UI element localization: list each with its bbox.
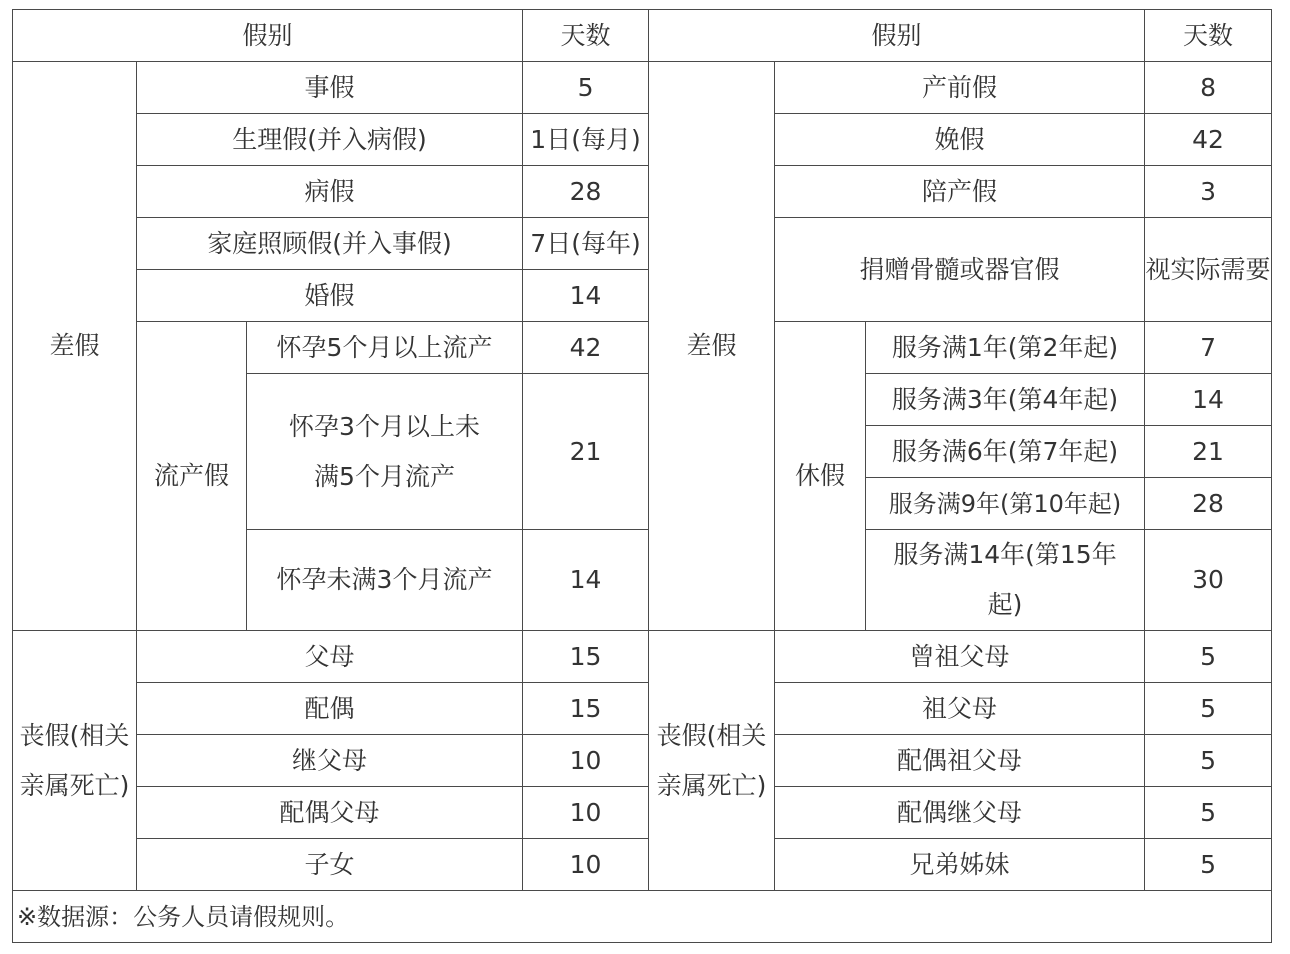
leave-days: 28: [523, 166, 649, 218]
header-row: [13, 10, 1272, 62]
miscarriage-label: 流产假: [137, 322, 247, 631]
table-row: [13, 322, 1272, 374]
leave-name: 服务满1年(第2年起): [866, 322, 1145, 374]
leave-days: 5: [1145, 839, 1272, 891]
leave-name: 服务满6年(第7年起): [866, 426, 1145, 478]
table-row: [13, 631, 1272, 683]
leave-days: 3: [1145, 166, 1272, 218]
leave-name: 配偶继父母: [775, 787, 1145, 839]
table-row: [13, 735, 1272, 787]
table-row: [13, 683, 1272, 735]
leave-name: 生理假(并入病假): [137, 114, 523, 166]
leave-days: 5: [1145, 735, 1272, 787]
bereavement-label-left: 丧假(相关亲属死亡): [13, 631, 137, 891]
leave-name: 娩假: [775, 114, 1145, 166]
group-label-right: 差假: [649, 62, 775, 631]
leave-days: 7日(每年): [523, 218, 649, 270]
leave-name: 配偶: [137, 683, 523, 735]
leave-table: [12, 9, 1272, 943]
header-days-right: 天数: [1145, 10, 1272, 62]
leave-days: 14: [1145, 374, 1272, 426]
leave-days: 15: [523, 631, 649, 683]
table-row: [13, 787, 1272, 839]
leave-name: 怀孕3个月以上未满5个月流产: [247, 374, 523, 530]
leave-name: 事假: [137, 62, 523, 114]
leave-name: 服务满3年(第4年起): [866, 374, 1145, 426]
leave-name: 病假: [137, 166, 523, 218]
leave-name: 产前假: [775, 62, 1145, 114]
leave-name: 服务满14年(第15年起): [866, 530, 1145, 631]
leave-name: 子女: [137, 839, 523, 891]
leave-days: 42: [1145, 114, 1272, 166]
header-days-left: 天数: [523, 10, 649, 62]
leave-name: 怀孕5个月以上流产: [247, 322, 523, 374]
table-row: [13, 114, 1272, 166]
leave-days: 5: [1145, 631, 1272, 683]
table-row: [13, 166, 1272, 218]
leave-name: 家庭照顾假(并入事假): [137, 218, 523, 270]
leave-days: 5: [523, 62, 649, 114]
leave-days: 21: [1145, 426, 1272, 478]
leave-name: 继父母: [137, 735, 523, 787]
footnote-row: [13, 891, 1272, 943]
leave-days: 10: [523, 839, 649, 891]
leave-name: 父母: [137, 631, 523, 683]
table-row: [13, 839, 1272, 891]
leave-days: 30: [1145, 530, 1272, 631]
leave-name: 陪产假: [775, 166, 1145, 218]
table-row: [13, 62, 1272, 114]
leave-days: 1日(每月): [523, 114, 649, 166]
leave-days: 10: [523, 787, 649, 839]
leave-name: 配偶父母: [137, 787, 523, 839]
leave-days: 5: [1145, 787, 1272, 839]
leave-days: 7: [1145, 322, 1272, 374]
leave-days: 视实际需要: [1145, 218, 1272, 322]
leave-days: 21: [523, 374, 649, 530]
leave-days: 5: [1145, 683, 1272, 735]
leave-days: 14: [523, 270, 649, 322]
leave-days: 10: [523, 735, 649, 787]
leave-days: 28: [1145, 478, 1272, 530]
rest-label: 休假: [775, 322, 866, 631]
header-type-right: 假别: [649, 10, 1145, 62]
leave-days: 42: [523, 322, 649, 374]
leave-days: 8: [1145, 62, 1272, 114]
leave-name: 捐赠骨髓或器官假: [775, 218, 1145, 322]
header-type-left: 假别: [13, 10, 523, 62]
leave-days: 14: [523, 530, 649, 631]
leave-name: 兄弟姊妹: [775, 839, 1145, 891]
footnote: ※数据源：公务人员请假规则。: [13, 891, 1272, 943]
leave-name: 配偶祖父母: [775, 735, 1145, 787]
leave-name: 婚假: [137, 270, 523, 322]
group-label-left: 差假: [13, 62, 137, 631]
leave-name: 服务满9年(第10年起): [866, 478, 1145, 530]
table-row: [13, 218, 1272, 270]
leave-days: 15: [523, 683, 649, 735]
leave-name: 祖父母: [775, 683, 1145, 735]
bereavement-label-right: 丧假(相关亲属死亡): [649, 631, 775, 891]
leave-name: 曾祖父母: [775, 631, 1145, 683]
leave-name: 怀孕未满3个月流产: [247, 530, 523, 631]
